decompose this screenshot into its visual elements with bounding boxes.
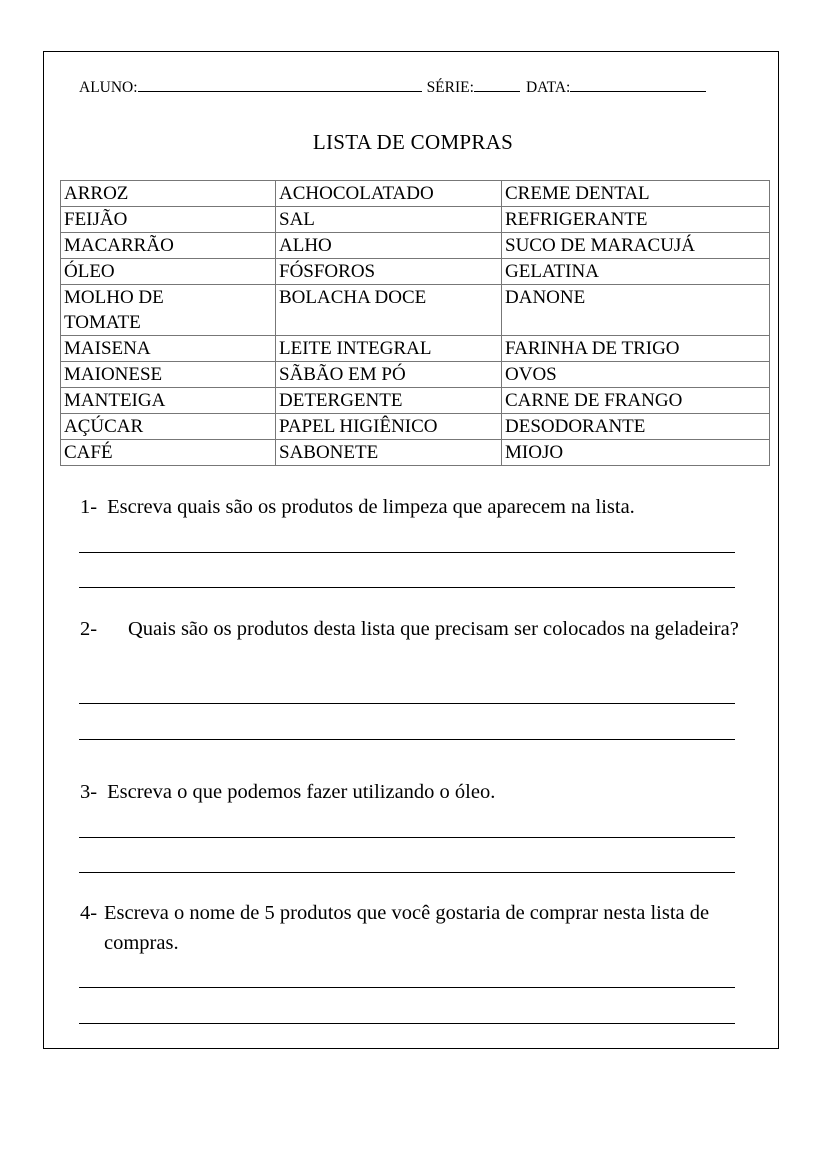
table-row [61, 414, 770, 440]
serie-label: SÉRIE: [426, 79, 474, 96]
table-row [61, 181, 770, 207]
table-cell: REFRIGERANTE [502, 207, 770, 233]
table-cell: SAL [276, 207, 502, 233]
question-text: Escreva o nome de 5 produtos que você gostaria de comprar nesta lista de compras. [104, 902, 710, 954]
question-number: 4- [80, 902, 98, 924]
question-text: Quais são os produtos desta lista que precisam ser colocados na geladeira? [128, 618, 739, 640]
table-cell: SABONETE [276, 440, 502, 466]
table-cell: ALHO [276, 233, 502, 259]
table-row [61, 233, 770, 259]
table-cell: BOLACHA DOCE [276, 285, 502, 336]
table-cell: MAIONESE [61, 362, 276, 388]
table-cell: CARNE DE FRANGO [502, 388, 770, 414]
question-text: Escreva quais são os produtos de limpeza que aparecem na lista. [107, 496, 635, 518]
table-cell: ARROZ [61, 181, 276, 207]
table-cell: MACARRÃO [61, 233, 276, 259]
page-title: LISTA DE COMPRAS [312, 130, 514, 154]
question-number: 3- [80, 781, 98, 803]
answer-line[interactable] [79, 552, 735, 553]
question-1 [80, 492, 760, 522]
table-row [61, 259, 770, 285]
serie-blank[interactable] [474, 78, 520, 92]
table-cell: ACHOCOLATADO [276, 181, 502, 207]
aluno-blank[interactable] [138, 78, 422, 92]
table-cell: MAISENA [61, 336, 276, 362]
table-cell: CREME DENTAL [502, 181, 770, 207]
table-cell: MOLHO DE TOMATE [61, 285, 276, 336]
table-cell: CAFÉ [61, 440, 276, 466]
question-2 [80, 614, 760, 644]
table-cell: DETERGENTE [276, 388, 502, 414]
table-cell: OVOS [502, 362, 770, 388]
answer-line[interactable] [79, 587, 735, 588]
table-row [61, 362, 770, 388]
table-cell: ÓLEO [61, 259, 276, 285]
student-header [79, 78, 749, 97]
table-row [61, 336, 770, 362]
table-cell: SÃBÃO EM PÓ [276, 362, 502, 388]
answer-line[interactable] [79, 739, 735, 740]
data-label: DATA: [525, 79, 571, 96]
question-number: 2- [80, 618, 98, 640]
answer-line[interactable] [79, 837, 735, 838]
table-cell: FARINHA DE TRIGO [502, 336, 770, 362]
table-cell: FEIJÃO [61, 207, 276, 233]
table-cell: MIOJO [502, 440, 770, 466]
table-cell: GELATINA [502, 259, 770, 285]
question-4 [80, 898, 760, 958]
shopping-list-table [60, 180, 770, 466]
answer-line[interactable] [79, 872, 735, 873]
table-cell: DESODORANTE [502, 414, 770, 440]
question-text: Escreva o que podemos fazer utilizando o óleo. [107, 781, 496, 803]
table-cell: AÇÚCAR [61, 414, 276, 440]
question-number: 1- [80, 496, 98, 518]
table-row [61, 285, 770, 336]
table-row [61, 388, 770, 414]
answer-line[interactable] [79, 987, 735, 988]
table-cell: PAPEL HIGIÊNICO [276, 414, 502, 440]
data-blank[interactable] [570, 78, 706, 92]
table-cell: SUCO DE MARACUJÁ [502, 233, 770, 259]
answer-line[interactable] [79, 1023, 735, 1024]
table-cell: LEITE INTEGRAL [276, 336, 502, 362]
answer-line[interactable] [79, 703, 735, 704]
aluno-label: ALUNO: [79, 79, 138, 96]
table-row [61, 207, 770, 233]
table-cell: DANONE [502, 285, 770, 336]
table-cell: FÓSFOROS [276, 259, 502, 285]
table-cell: MANTEIGA [61, 388, 276, 414]
table-row [61, 440, 770, 466]
question-3 [80, 777, 760, 807]
